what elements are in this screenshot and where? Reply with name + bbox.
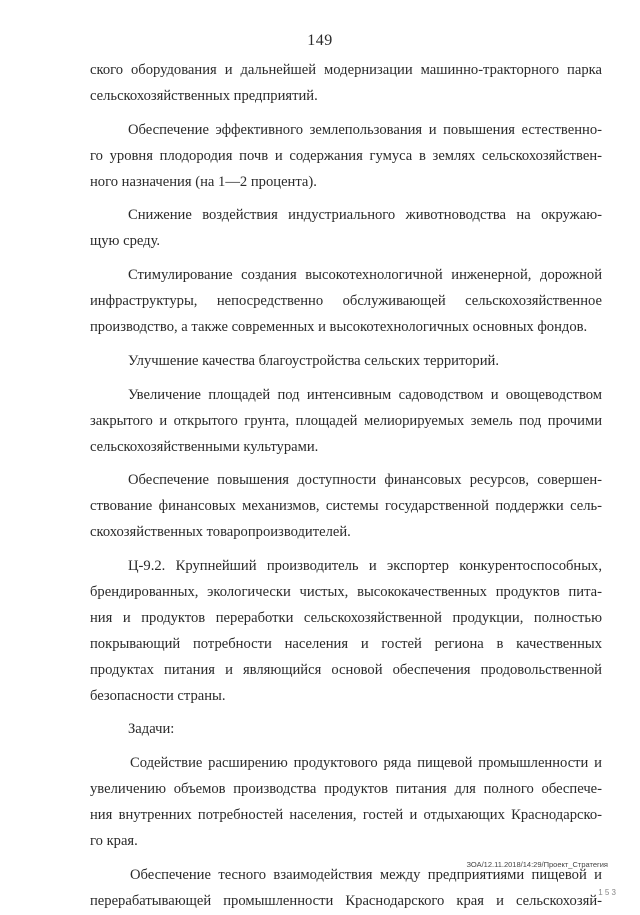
- paragraph-land-use: [90, 118, 602, 196]
- text-line: скохозяйственных товаропроизводителей.: [90, 524, 351, 541]
- text-line: ния внутренних потребностей населения, гостей и отдыхающих Краснодарско-: [90, 807, 602, 824]
- paragraph-livestock-impact: [90, 203, 602, 255]
- text-line: Снижение воздействия индустриального животноводства на окружаю-: [128, 207, 602, 224]
- paragraph-goal-9-2: [90, 554, 602, 709]
- text-line: безопасности страны.: [90, 687, 226, 704]
- text-line: увеличению объемов производства продуктов питания для полного обеспече-: [90, 781, 602, 798]
- text-line: производство, а также современных и высокотехнологичных основных фондов.: [90, 319, 588, 336]
- text-line: Ц-9.2. Крупнейший производитель и экспортер конкурентоспособных,: [128, 558, 602, 575]
- text-line: Стимулирование создания высокотехнологичной инженерной, дорожной: [128, 267, 602, 284]
- text-line: инфраструктуры, непосредственно обслуживающей сельскохозяйственное: [90, 293, 602, 310]
- text-line: Улучшение качества благоустройства сельских территорий.: [128, 352, 499, 369]
- paragraph-financing: [90, 468, 602, 546]
- text-line: ного назначения (на 1—2 процента).: [90, 173, 317, 190]
- text-line: ствование финансовых механизмов, системы государственной поддержки сель-: [90, 498, 602, 515]
- text-line: Обеспечение тесного взаимодействия между предприятиями пищевой и: [130, 866, 602, 883]
- text-line: сельскохозяйственных предприятий.: [90, 87, 318, 104]
- text-line: брендированных, экологически чистых, высококачественных продуктов пита-: [90, 584, 602, 601]
- page-number: 149: [307, 32, 333, 49]
- text-line: ского оборудования и дальнейшей модернизации машинно-тракторного парка: [90, 62, 602, 78]
- text-line: покрывающий потребности населения и гостей региона в качественных: [90, 635, 602, 652]
- paragraph-cooperation: [90, 863, 602, 915]
- paragraph-food-industry: [90, 751, 602, 855]
- text-line: щую среду.: [90, 233, 161, 250]
- text-line: перерабатывающей промышленности Краснодарского края и сельскохозяй-: [90, 892, 602, 909]
- paragraph-machinery: [90, 58, 602, 110]
- text-line: Задачи:: [128, 721, 175, 738]
- tasks-heading: [90, 717, 602, 743]
- paragraph-horticulture: [90, 383, 602, 461]
- text-line: сельскохозяйственными культурами.: [90, 438, 319, 455]
- text-line: Содействие расширению продуктового ряда пищевой промышленности и: [130, 755, 602, 772]
- document-footer-stamp: ЗОА/12.11.2018/14:29/Проект_Стратегия: [466, 860, 608, 869]
- paragraph-rural-improvement: [90, 349, 602, 375]
- text-line: продуктах питания и являющийся основой обеспечения продовольственной: [90, 661, 602, 678]
- text-line: Обеспечение эффективного землепользования и повышения естественно-: [128, 121, 602, 138]
- text-line: го уровня плодородия почв и содержания гумуса в землях сельскохозяйствен-: [90, 147, 602, 164]
- text-line: ния и продуктов переработки сельскохозяйственной продукции, полностью: [90, 609, 602, 626]
- text-line: Увеличение площадей под интенсивным садоводством и овощеводством: [128, 386, 602, 403]
- corner-page-mark: 1 5 3: [598, 888, 616, 897]
- text-line: закрытого и открытого грунта, площадей мелиорируемых земель под прочими: [90, 412, 602, 429]
- text-line: Обеспечение повышения доступности финансовых ресурсов, совершен-: [128, 472, 602, 489]
- text-line: го края.: [90, 833, 138, 850]
- paragraph-infrastructure: [90, 263, 602, 341]
- document-body: [90, 58, 602, 915]
